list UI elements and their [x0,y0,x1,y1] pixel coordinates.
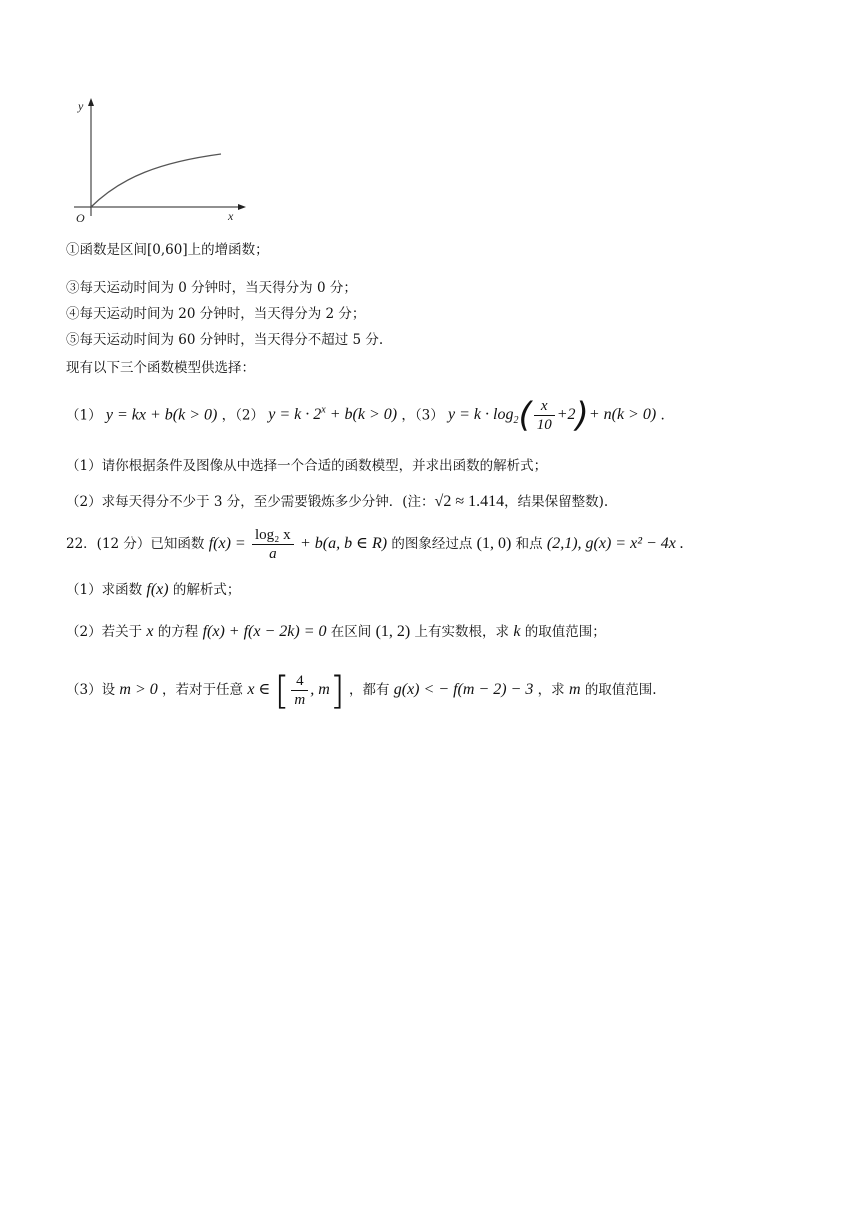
condition-4: ④每天运动时间为 20 分钟时，当天得分为 2 分； [66,306,366,322]
q21-part-2: （2）求每天得分不少于 3 分，至少需要锻炼多少分钟．(注：√2 ≈ 1.414，结果保留整数). [66,493,609,510]
models-intro: 现有以下三个函数模型供选择： [66,360,255,376]
model-1-label: （1） [66,407,102,424]
q22-part-3: （3）设 m > 0 ，若对于任意 x ∈ [ $\frac{4}{m}$ , m] ，都有 g(x) < − f(m − 2) − 3 ，求 m 的取值范围. [66,668,657,713]
q21-part-1: （1）请你根据条件及图像从中选择一个合适的函数模型，并求出函数的解析式； [66,458,548,474]
models-end: . [660,407,665,424]
condition-1: ①函数是区间[0,60]上的增函数； [66,242,269,258]
sep-2: ，（3） [401,407,444,424]
model-2-expr: $y = k \cdot 2^x + b(k > 0)$ [268,405,398,424]
model-3-expr: $y = k \cdot \log_2$( $\frac{x}{10}$ +2)+ n(k > 0) [448,395,657,436]
sep-1: ，（2） [221,407,264,424]
model-1-expr: y = kx + b(k > 0) [105,406,218,424]
q22-head: 22．(12 分）已知函数 f(x) = $\frac{\text{log₂ x}}{a}$ + b(a, b ∈ R) 的图象经过点 (1, 0) 和点 (2,1), g(x) = x² − 4x . [66,527,684,562]
condition-3: ③每天运动时间为 0 分钟时，当天得分为 0 分； [66,280,357,296]
y-axis-label: y [78,99,84,113]
q22-part-1: （1）求函数 f(x) 的解析式； [66,581,241,598]
models-line [66,390,665,443]
x-axis-arrow [238,204,246,210]
curve [91,154,221,207]
sqrt-approx: √2 ≈ 1.414 [434,493,505,510]
origin-label: O [76,211,85,225]
q22-part-2: （2）若关于 x 的方程 f(x) + f(x − 2k) = 0 在区间 (1, 2) 上有实数根，求 k 的取值范围； [66,623,606,640]
function-graph [66,92,256,232]
condition-5: ⑤每天运动时间为 60 分钟时，当天得分不超过 5 分. [66,332,384,348]
y-axis-arrow [88,98,94,106]
x-axis-label: x [228,209,234,223]
